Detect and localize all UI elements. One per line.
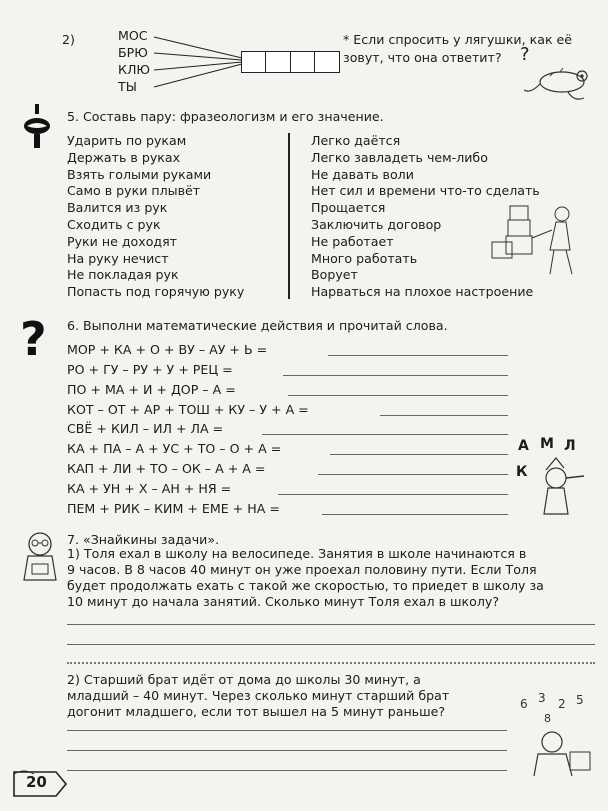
task2-number: 2) <box>62 32 75 47</box>
problem-line: 2) Старший брат идёт от дома до школы 30 минут, а <box>67 672 421 687</box>
meaning-item: Легко даётся <box>311 133 401 148</box>
answer-line[interactable] <box>67 644 595 645</box>
problem-1-text <box>67 546 595 610</box>
section-separator <box>67 662 595 664</box>
phraseology-item: Валится из рук <box>67 200 168 216</box>
pinocchio-icon <box>534 456 590 522</box>
task2-word-3: КЛЮ <box>118 62 151 77</box>
phraseology-list <box>67 133 244 301</box>
task2-word-1: МОС <box>118 28 148 43</box>
decor-letter: А <box>518 438 529 454</box>
answer-line[interactable] <box>322 514 508 515</box>
problem-line: 1) Толя ехал в школу на велосипеде. Занятия в школе начинаются в <box>67 546 527 561</box>
task7-title: 7. «Знайкины задачи». <box>67 532 220 547</box>
dunno-boy-icon <box>20 528 64 588</box>
answer-line[interactable] <box>288 395 508 396</box>
equation-row-4: КОТ – ОТ + АР + ТОШ + КУ – У + А = <box>67 402 309 417</box>
svg-text:2: 2 <box>558 697 566 711</box>
answer-line[interactable] <box>67 770 507 771</box>
column-divider <box>288 133 290 299</box>
decor-letter: Л <box>564 438 576 454</box>
answer-box[interactable] <box>241 51 267 73</box>
meaning-item: Не работает <box>311 233 394 249</box>
svg-text:6: 6 <box>520 697 528 711</box>
meaning-item: Заключить договор <box>311 216 442 232</box>
phraseology-item: Руки не доходят <box>67 233 178 249</box>
answer-box[interactable] <box>265 51 291 73</box>
page-number: 20 <box>26 773 47 791</box>
equation-row-7: КАП + ЛИ + ТО – ОК – А + А = <box>67 461 266 476</box>
task2-word-4: ТЫ <box>118 79 137 94</box>
meaning-item: Прощается <box>311 200 386 216</box>
task2-word-2: БРЮ <box>118 45 148 60</box>
phraseology-item: Держать в руках <box>67 149 181 165</box>
task5-title: 5. Составь пару: фразеологизм и его значение. <box>67 109 384 124</box>
task2-answer-boxes[interactable] <box>242 51 340 73</box>
decor-letter: К <box>516 464 528 480</box>
student-with-numbers-illustration <box>514 692 598 778</box>
answer-line[interactable] <box>283 375 508 376</box>
equation-row-2: РО + ГУ – РУ + У + РЕЦ = <box>67 362 233 377</box>
task2-note-line-2: зовут, что она ответит? <box>343 50 502 65</box>
answer-box[interactable] <box>290 51 316 73</box>
answer-line[interactable] <box>278 494 508 495</box>
question-mark-icon: ? <box>520 44 530 65</box>
phraseology-item: Сходить с рук <box>67 216 161 232</box>
answer-line[interactable] <box>67 624 595 625</box>
equation-row-8: КА + УН + Х – АН + НЯ = <box>67 481 232 496</box>
answer-line[interactable] <box>262 434 508 435</box>
answer-line[interactable] <box>67 750 507 751</box>
phraseology-item: На руку нечист <box>67 250 169 266</box>
meaning-item: Нет сил и времени что-то сделать <box>311 183 540 199</box>
equation-row-5: СВЁ + КИЛ – ИЛ + ЛА = <box>67 421 224 436</box>
meaning-item: Ворует <box>311 267 358 283</box>
problem-2-text <box>67 672 507 720</box>
equation-row-6: КА + ПА – А + УС + ТО – О + А = <box>67 441 282 456</box>
phraseology-item: Не покладая рук <box>67 267 179 283</box>
task6-title: 6. Выполни математические действия и прочитай слова. <box>67 318 448 333</box>
answer-line[interactable] <box>318 474 508 475</box>
mover-boxes-illustration <box>490 200 590 280</box>
tongue-mouth-icon <box>22 104 52 152</box>
decor-letter: М <box>540 436 554 452</box>
answer-box[interactable] <box>314 51 340 73</box>
problem-line: младший – 40 минут. Через сколько минут старший брат <box>67 688 450 703</box>
equation-row-3: ПО + МА + И + ДОР – А = <box>67 382 236 397</box>
problem-line: будет продолжать ехать с такой же скоростью, то приедет в школу за <box>67 578 544 593</box>
question-mark-icon: ? <box>20 312 47 366</box>
task2-connector-lines <box>150 30 250 90</box>
problem-line: догонит младшего, если тот вышел на 5 минут раньше? <box>67 704 446 719</box>
svg-text:5: 5 <box>576 693 584 707</box>
svg-text:3: 3 <box>538 692 546 705</box>
frog-illustration <box>520 54 600 104</box>
phraseology-item: Взять голыми руками <box>67 166 212 182</box>
answer-line[interactable] <box>380 415 508 416</box>
problem-line: 10 минут до начала занятий. Сколько минут Толя ехал в школу? <box>67 594 500 609</box>
answer-line[interactable] <box>67 730 507 731</box>
phraseology-item: Ударить по рукам <box>67 133 187 148</box>
answer-line[interactable] <box>330 454 508 455</box>
equation-row-9: ПЕМ + РИК – КИМ + ЕМЕ + НА = <box>67 501 280 516</box>
task2-note-line-1: * Если спросить у лягушки, как её <box>343 32 573 47</box>
equation-row-1: МОР + КА + О + ВУ – АУ + Ь = <box>67 342 268 357</box>
answer-line[interactable] <box>328 355 508 356</box>
phraseology-item: Само в руки плывёт <box>67 183 201 199</box>
phraseology-item: Попасть под горячую руку <box>67 284 245 300</box>
svg-text:8: 8 <box>544 712 551 725</box>
meaning-item: Нарваться на плохое настроение <box>311 284 534 300</box>
problem-line: 9 часов. В 8 часов 40 минут он уже проехал половину пути. Если Толя <box>67 562 537 577</box>
flying-letters-illustration <box>514 436 594 526</box>
meaning-item: Легко завладеть чем-либо <box>311 149 488 165</box>
meaning-item: Не давать воли <box>311 166 414 182</box>
meaning-item: Много работать <box>311 250 418 266</box>
